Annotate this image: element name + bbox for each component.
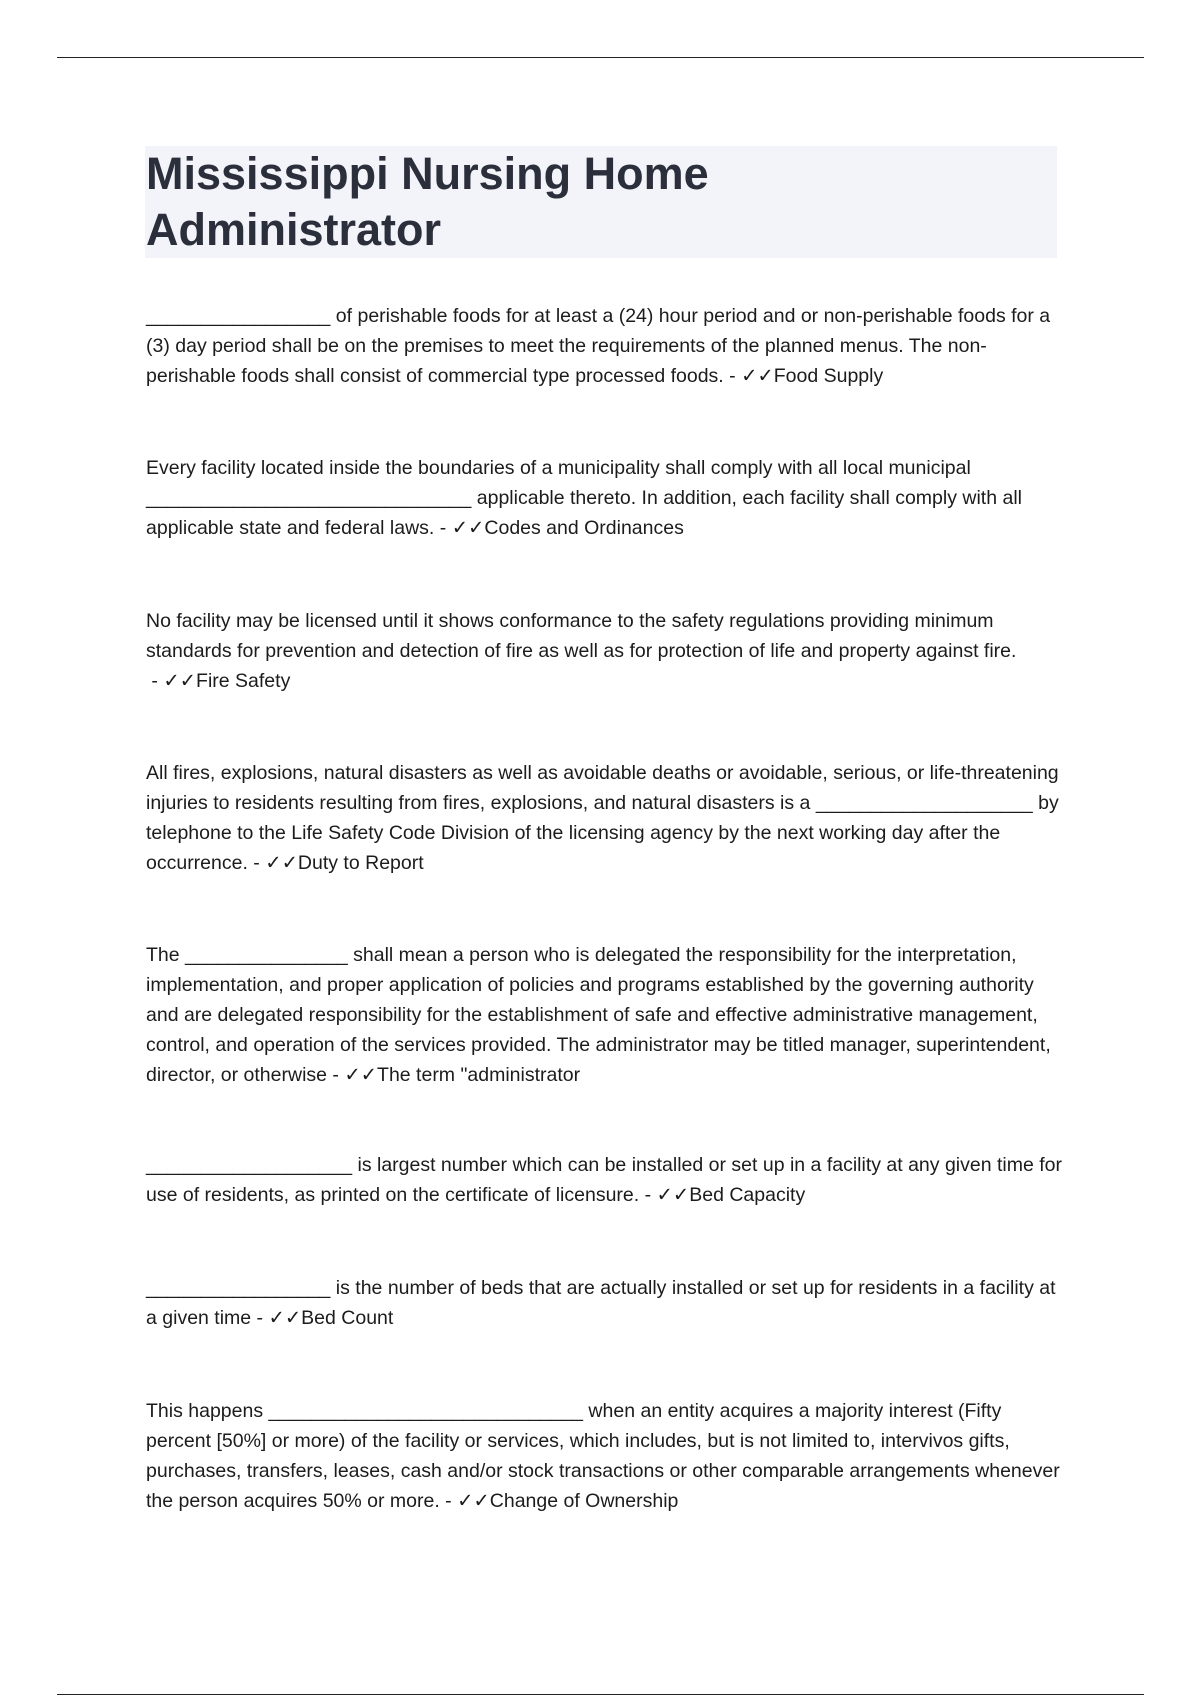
qa-question-text: when an entity acquires a majority interest (Fifty percent [50%] or more) of the facility or services, which includes, but is not limited to, intervivos gifts, purchases, transfers, leases, cash and/or stock transactions or other comparable arrangements whenever the person acquires 50% or more.	[146, 1400, 1060, 1512]
qa-blank: _________________	[146, 305, 331, 327]
qa-answer: Duty to Report	[297, 852, 424, 874]
title-line-2: Administrator	[146, 204, 442, 255]
qa-blank: ______________________________	[146, 487, 472, 509]
qa-question-text: is largest number which can be installed or set up in a facility at any given time for use of residents, as printed on the certificate of licensure.	[146, 1154, 1062, 1206]
qa-separator: -	[247, 852, 266, 874]
qa-item-change-of-ownership	[146, 1396, 1066, 1516]
qa-separator: -	[723, 365, 742, 387]
qa-blank: ___________________	[146, 1154, 353, 1176]
check-icon: ✓✓	[741, 365, 774, 387]
check-icon: ✓✓	[344, 1064, 378, 1086]
qa-item-duty-to-report	[146, 758, 1066, 878]
qa-question-prefix: The	[146, 944, 186, 966]
qa-blank: _______________	[185, 944, 348, 966]
check-icon: ✓✓	[265, 852, 298, 874]
qa-answer: Change of Ownership	[489, 1490, 679, 1512]
qa-answer: Food Supply	[773, 365, 884, 387]
check-icon: ✓✓	[268, 1307, 302, 1329]
qa-separator: -	[327, 1064, 345, 1086]
qa-blank: ____________________	[815, 792, 1033, 814]
qa-question-text: of perishable foods for at least a (24) hour period and or non-perishable foods for a (3) day period shall be on the premises to meet the requirements of the planned menus. The non-perishable foods shall consist of commercial type processed foods.	[146, 305, 1051, 387]
qa-item-bed-capacity	[146, 1150, 1066, 1210]
check-icon: ✓✓	[163, 670, 197, 692]
qa-item-administrator	[146, 940, 1066, 1090]
page-title	[146, 146, 1046, 258]
qa-separator: -	[639, 1184, 657, 1206]
qa-item-fire-safety	[146, 606, 1066, 696]
qa-question-text: applicable thereto. In addition, each facility shall comply with all applicable state and federal laws.	[146, 487, 1022, 539]
qa-answer: The term "administrator	[377, 1064, 581, 1086]
qa-answer: Codes and Ordinances	[484, 517, 684, 539]
qa-item-food-supply	[146, 301, 1066, 391]
qa-item-codes-ordinances	[146, 453, 1066, 543]
footer-rule	[57, 1694, 1144, 1695]
title-line-1: Mississippi Nursing Home	[146, 148, 709, 199]
qa-question-prefix: No facility may be licensed until it shows conformance to the safety regulations providing minimum standards for prevention and detection of fire as well as for protection of life and property against fire.	[146, 610, 1017, 662]
qa-separator: -	[434, 517, 452, 539]
qa-separator: -	[146, 670, 164, 692]
check-icon: ✓✓	[457, 1490, 490, 1512]
check-icon: ✓✓	[451, 517, 485, 539]
qa-question-text: shall mean a person who is delegated the responsibility for the interpretation, implementation, and proper application of policies and programs established by the governing authority and are delegated responsibility for the establishment of safe and effective administrative management, control, and operation of the services provided. The administrator may be titled manager, superintendent, director, or otherwise	[146, 944, 1051, 1086]
qa-separator: -	[439, 1490, 458, 1512]
check-icon: ✓✓	[656, 1184, 690, 1206]
qa-blank: _________________	[146, 1277, 331, 1299]
qa-item-bed-count	[146, 1273, 1066, 1333]
qa-separator: -	[251, 1307, 269, 1329]
qa-answer: Fire Safety	[196, 670, 291, 692]
qa-question-text: is the number of beds that are actually installed or set up for residents in a facility at a given time	[146, 1277, 1056, 1329]
qa-question-prefix: This happens	[146, 1400, 269, 1422]
qa-question-text: by telephone to the Life Safety Code Division of the licensing agency by the next working day after the occurrence.	[146, 792, 1059, 874]
qa-blank: _____________________________	[268, 1400, 584, 1422]
qa-answer: Bed Capacity	[689, 1184, 806, 1206]
qa-question-prefix: Every facility located inside the boundaries of a municipality shall comply with all local municipal	[146, 457, 971, 479]
qa-question-prefix: All fires, explosions, natural disasters as well as avoidable deaths or avoidable, serious, or life-threatening injuries to residents resulting from fires, explosions, and natural disasters is a	[146, 762, 1059, 814]
header-rule	[57, 57, 1144, 58]
qa-answer: Bed Count	[301, 1307, 394, 1329]
